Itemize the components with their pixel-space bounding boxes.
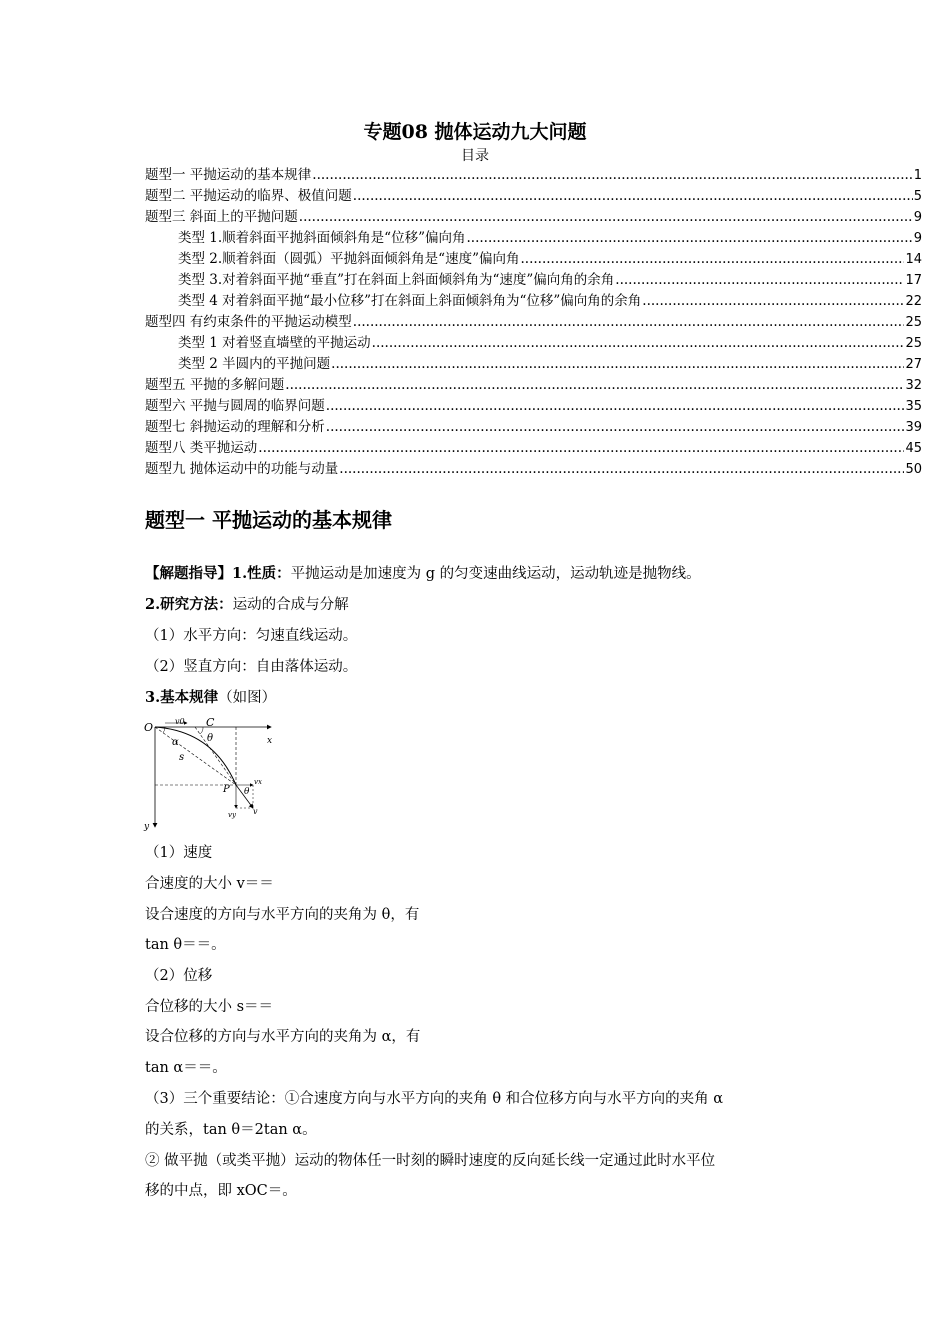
table-of-contents bbox=[145, 163, 922, 478]
label-y: y bbox=[144, 822, 150, 832]
toc-entry[interactable] bbox=[145, 436, 922, 457]
toc-dot-leader bbox=[285, 377, 904, 393]
toc-entry-label: 题型四 有约束条件的平抛运动模型 bbox=[145, 314, 352, 330]
projectile-diagram bbox=[143, 715, 283, 833]
toc-dot-leader bbox=[353, 314, 905, 330]
toc-entry[interactable] bbox=[145, 268, 922, 289]
toc-dot-leader bbox=[326, 419, 905, 435]
toc-entry[interactable] bbox=[145, 310, 922, 331]
toc-entry-page: 22 bbox=[905, 294, 922, 309]
method-label: 2.研究方法： bbox=[145, 596, 233, 613]
toc-entry[interactable] bbox=[145, 415, 922, 436]
trajectory bbox=[155, 727, 236, 785]
guide-text: 平抛运动是加速度为 g 的匀变速曲线运动，运动轨迹是抛物线。 bbox=[290, 566, 701, 582]
toc-entry[interactable] bbox=[145, 247, 922, 268]
toc-dot-leader bbox=[299, 209, 913, 225]
label-alpha: α bbox=[172, 737, 179, 748]
displacement-heading: （2）位移 bbox=[145, 968, 213, 984]
toc-dot-leader bbox=[312, 167, 912, 183]
label-v0: v0 bbox=[175, 717, 185, 726]
toc-entry-page: 39 bbox=[905, 420, 922, 435]
toc-entry[interactable] bbox=[145, 331, 922, 352]
velocity-tan: tan θ＝＝。 bbox=[145, 937, 226, 953]
tangent-extension bbox=[195, 727, 236, 785]
guide-label: 【解题指导】1.性质： bbox=[145, 565, 291, 582]
toc-dot-leader bbox=[466, 230, 912, 246]
label-s: s bbox=[179, 752, 185, 763]
toc-entry-label: 题型二 平抛运动的临界、极值问题 bbox=[145, 188, 352, 204]
vertical-line: （2）竖直方向：自由落体运动。 bbox=[145, 659, 358, 675]
toc-entry-label: 题型八 类平抛运动 bbox=[145, 440, 258, 456]
toc-dot-leader bbox=[339, 461, 904, 477]
label-theta2: θ bbox=[244, 787, 250, 797]
toc-dot-leader bbox=[372, 335, 905, 351]
toc-entry-label: 题型七 斜抛运动的理解和分析 bbox=[145, 419, 325, 435]
toc-entry-page: 17 bbox=[905, 273, 922, 288]
toc-entry-page: 25 bbox=[905, 336, 922, 351]
toc-dot-leader bbox=[642, 293, 904, 309]
toc-entry-label: 类型 2.顺着斜面（圆弧）平抛斜面倾斜角是“速度”偏向角 bbox=[178, 251, 520, 267]
toc-entry-label: 类型 3.对着斜面平抛“垂直”打在斜面上斜面倾斜角为“速度”偏向角的余角 bbox=[178, 272, 615, 288]
toc-entry-label: 类型 2 半圆内的平抛问题 bbox=[178, 356, 331, 372]
toc-entry[interactable] bbox=[145, 289, 922, 310]
method-text: 运动的合成与分解 bbox=[232, 597, 349, 613]
label-p: P bbox=[223, 784, 230, 795]
displacement-tan: tan α＝＝。 bbox=[145, 1060, 227, 1076]
toc-entry-label: 题型三 斜面上的平抛问题 bbox=[145, 209, 298, 225]
toc-entry-page: 25 bbox=[905, 315, 922, 330]
toc-entry-label: 类型 1 对着竖直墙壁的平抛运动 bbox=[178, 335, 371, 351]
label-c: C bbox=[206, 716, 215, 729]
toc-entry-label: 题型六 平抛与圆周的临界问题 bbox=[145, 398, 325, 414]
toc-entry-label: 类型 4 对着斜面平抛“最小位移”打在斜面上斜面倾斜角为“位移”偏向角的余角 bbox=[178, 293, 642, 309]
toc-entry-page: 5 bbox=[913, 189, 922, 204]
toc-entry[interactable] bbox=[145, 184, 922, 205]
toc-dot-leader bbox=[520, 251, 904, 267]
label-x: x bbox=[267, 736, 273, 746]
velocity-direction: 设合速度的方向与水平方向的夹角为 θ，有 bbox=[145, 907, 420, 923]
label-theta: θ bbox=[207, 733, 214, 744]
section-heading: 题型一 平抛运动的基本规律 bbox=[145, 508, 392, 532]
conclusion-1-line-1: （3）三个重要结论：①合速度方向与水平方向的夹角 θ 和合位移方向与水平方向的夹角 α bbox=[145, 1091, 724, 1107]
document-title: 专题08 抛体运动九大问题 bbox=[363, 121, 587, 143]
toc-dot-leader bbox=[615, 272, 904, 288]
label-vy: vy bbox=[228, 811, 236, 819]
toc-entry[interactable] bbox=[145, 205, 922, 226]
rule-label: 3.基本规律 bbox=[145, 689, 219, 706]
toc-dot-leader bbox=[326, 398, 905, 414]
toc-dot-leader bbox=[258, 440, 904, 456]
toc-entry-label: 类型 1.顺着斜面平抛斜面倾斜角是“位移”偏向角 bbox=[178, 230, 466, 246]
method-paragraph bbox=[145, 595, 349, 615]
toc-entry-page: 35 bbox=[905, 399, 922, 414]
toc-dot-leader bbox=[353, 188, 913, 204]
toc-entry[interactable] bbox=[145, 226, 922, 247]
toc-entry-page: 9 bbox=[913, 231, 922, 246]
toc-heading: 目录 bbox=[461, 148, 489, 164]
velocity-size: 合速度的大小 v＝＝ bbox=[145, 876, 274, 892]
theta-arc bbox=[200, 727, 203, 734]
toc-entry-page: 1 bbox=[913, 168, 922, 183]
toc-entry-page: 32 bbox=[905, 378, 922, 393]
toc-entry[interactable] bbox=[145, 352, 922, 373]
rule-note: （如图） bbox=[218, 690, 277, 706]
displacement-size: 合位移的大小 s＝＝ bbox=[145, 999, 274, 1015]
label-vx: vx bbox=[254, 778, 262, 786]
toc-entry[interactable] bbox=[145, 163, 922, 184]
toc-entry-label: 题型五 平抛的多解问题 bbox=[145, 377, 285, 393]
toc-entry-label: 题型九 抛体运动中的功能与动量 bbox=[145, 461, 339, 477]
toc-entry[interactable] bbox=[145, 457, 922, 478]
conclusion-1-line-2: 的关系，tan θ＝2tan α。 bbox=[145, 1122, 317, 1138]
horizontal-line: （1）水平方向：匀速直线运动。 bbox=[145, 628, 358, 644]
label-origin: O bbox=[144, 721, 154, 734]
toc-entry-page: 27 bbox=[905, 357, 922, 372]
toc-entry[interactable] bbox=[145, 394, 922, 415]
label-v: v bbox=[253, 807, 258, 816]
toc-entry-page: 9 bbox=[913, 210, 922, 225]
toc-dot-leader bbox=[331, 356, 904, 372]
conclusion-2-line-2: 移的中点，即 xOC＝。 bbox=[145, 1183, 297, 1199]
toc-entry-page: 45 bbox=[905, 441, 922, 456]
velocity-heading: （1）速度 bbox=[145, 845, 213, 861]
rule-paragraph bbox=[145, 688, 276, 708]
toc-entry-page: 14 bbox=[905, 252, 922, 267]
guide-paragraph bbox=[145, 564, 701, 584]
displacement-line bbox=[155, 727, 236, 785]
conclusion-2-line-1: ② 做平抛（或类平抛）运动的物体任一时刻的瞬时速度的反向延长线一定通过此时水平位 bbox=[145, 1153, 716, 1169]
displacement-direction: 设合位移的方向与水平方向的夹角为 α，有 bbox=[145, 1029, 421, 1045]
toc-entry[interactable] bbox=[145, 373, 922, 394]
toc-entry-page: 50 bbox=[905, 462, 922, 477]
toc-entry-label: 题型一 平抛运动的基本规律 bbox=[145, 167, 312, 183]
